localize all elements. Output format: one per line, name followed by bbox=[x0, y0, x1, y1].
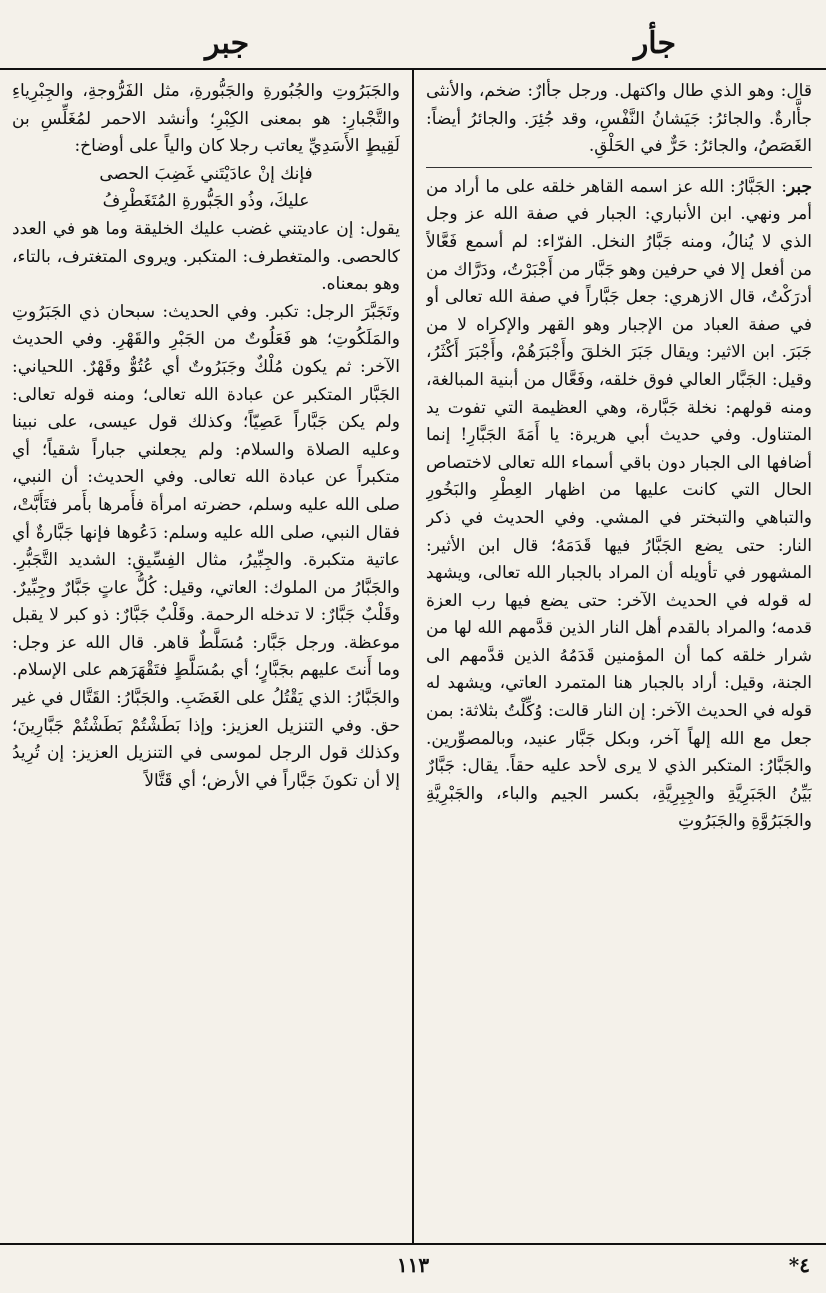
entry-headword: جبر bbox=[786, 176, 812, 197]
page-number: ١١٣ bbox=[396, 1253, 430, 1277]
poem-verse-1: فإنك إنْ عادَيْتَني غَضِبَ الحصى bbox=[99, 163, 313, 184]
left-paragraph-2: يقول: إن عاديتني غضب عليك الخليقة وما هو في العدد كالحصى. والمتغطرف: المتكبر. ويروى المتغترف، بالتاء، وهو بمعناه. bbox=[12, 218, 400, 295]
header-left-word: جبر bbox=[205, 26, 250, 61]
header-right-word: جأر bbox=[633, 26, 676, 61]
star-icon: * bbox=[788, 1253, 800, 1277]
left-paragraph-3: وتَجَبَّرَ الرجل: تكبر. وفي الحديث: سبحان ذي الجَبَرُوتِ والمَلَكُوتِ؛ هو فَعَلُوتٌ من الجَبْرِ والقَهْرِ. وفي الحديث الآخر: ثم يكون مُلْكٌ وجَبَرُوتٌ أي عُتُوٌّ وقَهْرٌ. اللحياني: الجَبَّار المتكبر عن عبادة الله تعالى؛ ومنه قوله تعالى: ولم يكن جَبَّاراً عَصِيّاً؛ وكذلك قول عيسى، على نبينا وعليه الصلاة والسلام: ولم يجعلني جباراً شقياً؛ أي متكبراً عن عبادة الله تعالى. وفي الحديث: أن النبي، صلى الله عليه وسلم، حضرته امرأة فأَمرها بأَمر فتَأَبَّتْ، فقال النبي، صلى الله عليه وسلم: دَعُوها فإنها جَبَّارةٌ أي عاتية متكبرة. والجِبِّيرُ، مثال الفِسِّيقِ: الشديد التَّجَبُّرِ. والجَبَّارُ من الملوك: العاتي، وقيل: كُلُّ عاتٍ جَبَّارٌ وجِبِّيرٌ. وقَلْبٌ جَبَّارٌ: لا تدخله الرحمة. وقَلْبٌ جَبَّارٌ: ذو كبر لا يقبل موعظة. ورجل جَبَّار: مُسَلَّطٌ قاهر. قال الله عز وجل: وما أَنتَ عليهم بجَبَّارٍ؛ أي بمُسَلَّطٍ فتَقْهَرَهم على الإسلام. والجَبَّارُ: الذي يَقْتُلُ على الغَضَبِ. والجَبَّارُ: القَتَّال في غير حق. وفي التنزيل العزيز: وإذا بَطَشْتُمْ بَطَشْتُمْ جَبَّارِينَ؛ وكذلك قول الرجل لموسى في التنزيل العزيز: إن تُرِيدُ إلا أن تكونَ جَبَّاراً في الأرض؛ أي قَتَّالاً bbox=[12, 301, 400, 791]
entry-separator bbox=[426, 167, 812, 168]
poem-verse-2: عليكَ، وذُو الجَبُّورةِ المُتَغَطْرِفُ bbox=[102, 191, 310, 212]
signature-marker bbox=[785, 1253, 810, 1277]
entry-text: : الجَبَّارُ: الله عز اسمه القاهر خلقه على ما أراد من أمر ونهي. ابن الأنباري: الجبار في صفة الله عز وجل الذي لا يُنالُ، ومنه جَبَّارُ النخل. الفرّاء: لم أسمع فَعَّالاً من أفعل إلا في حرفين وهو جَبَّار من أَجْبَرْتُ، ودَرَّاك من أدرَكْتُ، قال الازهري: جعل جَبَّاراً في صفة الله تعالى أو في صفة العباد من الإجبار وهو القهر والإكراه لا من جَبَرَ. ابن الاثير: ويقال جَبَرَ الخلقَ وأَجْبَرَهُمْ، وأَجْبَرَ أَكْثَرُ، وقيل: الجَبَّار العالي فوق خلقه، وفَعَّال من أبنية المبالغة، ومنه قولهم: نخلة جَبَّارة، وهي العظيمة التي تفوت يد المتناول. وفي حديث أبي هريرة: يا أَمَةَ الجَبَّارِ! إنما أضافها الى الجبار دون باقي أسماء الله تعالى لاختصاص الحال التي كانت عليها من اظهار العِطْرِ والبَخُورِ والتباهي والتبختر في المشي. وفي الحديث في ذكر النار: حتى يضع الجَبَّارُ فيها قَدَمَهُ؛ قال ابن الأثير: المشهور في تأويله أن المراد بالجبار الله تعالى، ويشهد له قوله في الحديث الآخر: حتى يضع فيها رب العزة قدمه؛ والمراد بالقدم أهل النار الذين قدَّمهم الله لها من شرار خلقه كما أن المؤمنين قَدَمُهُ الذين قدَّمهم الى الجنة، وقيل: أراد بالجبار هنا المتمرد العاتي، ويشهد له قوله في الحديث الآخر: إن النار قالت: وُكِّلْتُ بثلاثة: بمن جعل مع الله إلهاً آخر، وبكل جَبَّار عنيد، وبالمصوِّرين. والجَبَّارُ: المتكبر الذي لا يرى لأحد عليه حقاً. يقال: جَبَّارٌ بَيِّنُ الجَبَرِيَّةِ والجِبِرِيَّةِ، بكسر الجيم والباء، والجَبْرِيَّةِ والجَبَرُوَّةِ والجَبَرُوتِ bbox=[426, 176, 812, 832]
column-divider bbox=[412, 70, 414, 1243]
left-column bbox=[12, 78, 400, 1238]
right-paragraph-1: قال: وهو الذي طال واكتهل. ورجل جأَّارٌ: ضخم، والأنثى جأَّارةٌ. والجائرُ: جَيَشانُ النَّفْسِ، وقد جُئِرَ. والجائرُ أيضاً: الغَصَصُ، والجائرُ: حَرٌّ في الحَلْقِ. bbox=[426, 81, 812, 157]
right-column bbox=[426, 78, 812, 1238]
signature-number: ٤ bbox=[799, 1253, 810, 1277]
entry-paragraph bbox=[426, 174, 812, 836]
left-paragraph-1: والجَبَرُوتِ والجُبُورةِ والجَبُّورةِ، مثل الفَرُّوجةِ، والجِبْرِياءِ والتَّجْبارِ: هو بمعنى الكِبْرِ؛ وأنشد الاحمر لمُغَلِّسِ بن لَقِيطٍ الأَسَدِيِّ يعاتب رجلا كان والياً على أوضاخ: bbox=[12, 81, 400, 157]
footer-rule bbox=[0, 1243, 826, 1245]
